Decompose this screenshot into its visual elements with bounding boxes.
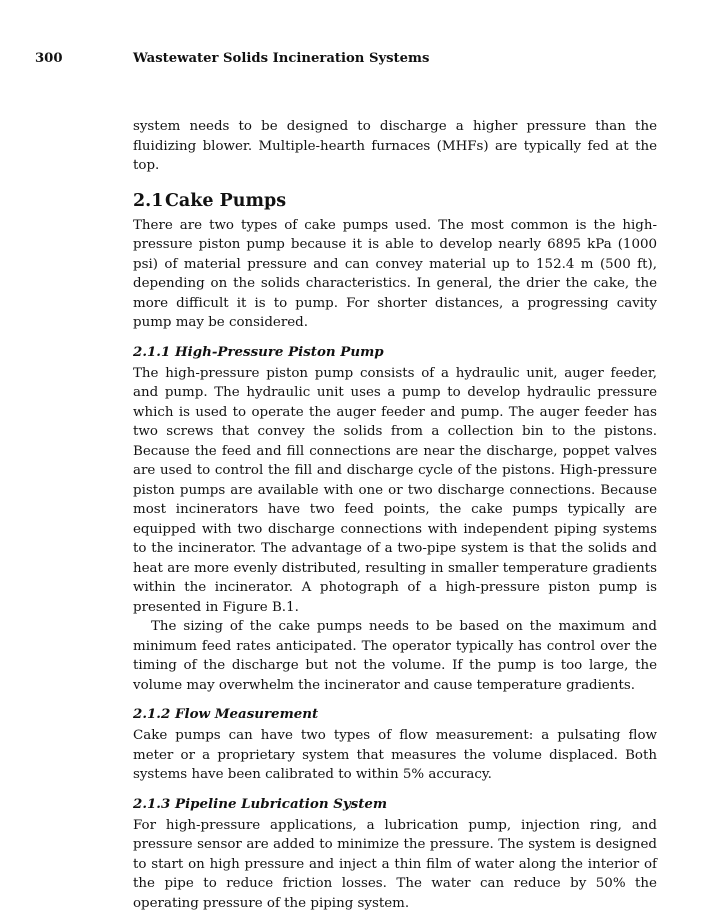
subsection-heading-2-1-3 bbox=[133, 794, 657, 814]
subsection-title: Pipeline Lubrication System bbox=[175, 796, 387, 812]
piston-pump-paragraph-2: The sizing of the cake pumps needs to be based on the maximum and minimum feed rates anticipated. The operator typically has control over the timing of the discharge but not the volume. If the pump is too large, the volume may overwhelm the incinerator and cause temperature gradients. bbox=[133, 617, 657, 695]
intro-paragraph: system needs to be designed to discharge a higher pressure than the fluidizing blower. Multiple-hearth furnaces (MHFs) are typically fed at the top. bbox=[133, 117, 657, 176]
subsection-number: 2.1.2 bbox=[133, 704, 175, 724]
cake-pumps-paragraph: There are two types of cake pumps used. The most common is the high-pressure piston pump because it is able to develop nearly 6895 kPa (1000 psi) of material pressure and can convey material up to 152.4 m (500 ft), depending on the solids characteristics. In general, the drier the cake, the more difficult it is to pump. For shorter distances, a progressing cavity pump may be considered. bbox=[133, 216, 657, 333]
section-heading-2-1 bbox=[133, 190, 657, 212]
running-head bbox=[35, 49, 675, 69]
subsection-title: Flow Measurement bbox=[175, 706, 318, 722]
subsection-number: 2.1.3 bbox=[133, 794, 175, 814]
subsection-heading-2-1-2 bbox=[133, 704, 657, 724]
page-number: 300 bbox=[35, 49, 63, 69]
subsection-title: High-Pressure Piston Pump bbox=[175, 344, 384, 360]
piston-pump-paragraph-1: The high-pressure piston pump consists of a hydraulic unit, auger feeder, and pump. The hydraulic unit uses a pump to develop hydraulic pressure which is used to operate the auger feeder and pump. The auger feeder has two screws that convey the solids from a collection bin to the pistons. Because the feed and fill connections are near the discharge, poppet valves are used to control the fill and discharge cycle of the pistons. High-pressure piston pumps are available with one or two discharge connections. Because most incinerators have two feed points, the cake pumps typically are equipped with two discharge connections with independent piping systems to the incinerator. The advantage of a two-pipe system is that the solids and heat are more evenly distributed, resulting in smaller temperature gradients within the incinerator. A photograph of a high-pressure piston pump is presented in Figure B.1. bbox=[133, 364, 657, 618]
section-title: Cake Pumps bbox=[165, 191, 286, 211]
body-text bbox=[133, 117, 657, 913]
section-number: 2.1 bbox=[133, 190, 165, 212]
subsection-number: 2.1.1 bbox=[133, 342, 175, 362]
flow-measurement-paragraph: Cake pumps can have two types of flow measurement: a pulsating flow meter or a proprietary system that measures the volume displaced. Both systems have been calibrated to within 5% accuracy. bbox=[133, 726, 657, 785]
subsection-heading-2-1-1 bbox=[133, 342, 657, 362]
book-title: Wastewater Solids Incineration Systems bbox=[133, 49, 429, 69]
lubrication-paragraph: For high-pressure applications, a lubrication pump, injection ring, and pressure sensor are added to minimize the pressure. The system is designed to start on high pressure and inject a thin film of water along the interior of the pipe to reduce friction losses. The water can reduce by 50% the operating pressure of the piping system. bbox=[133, 816, 657, 913]
